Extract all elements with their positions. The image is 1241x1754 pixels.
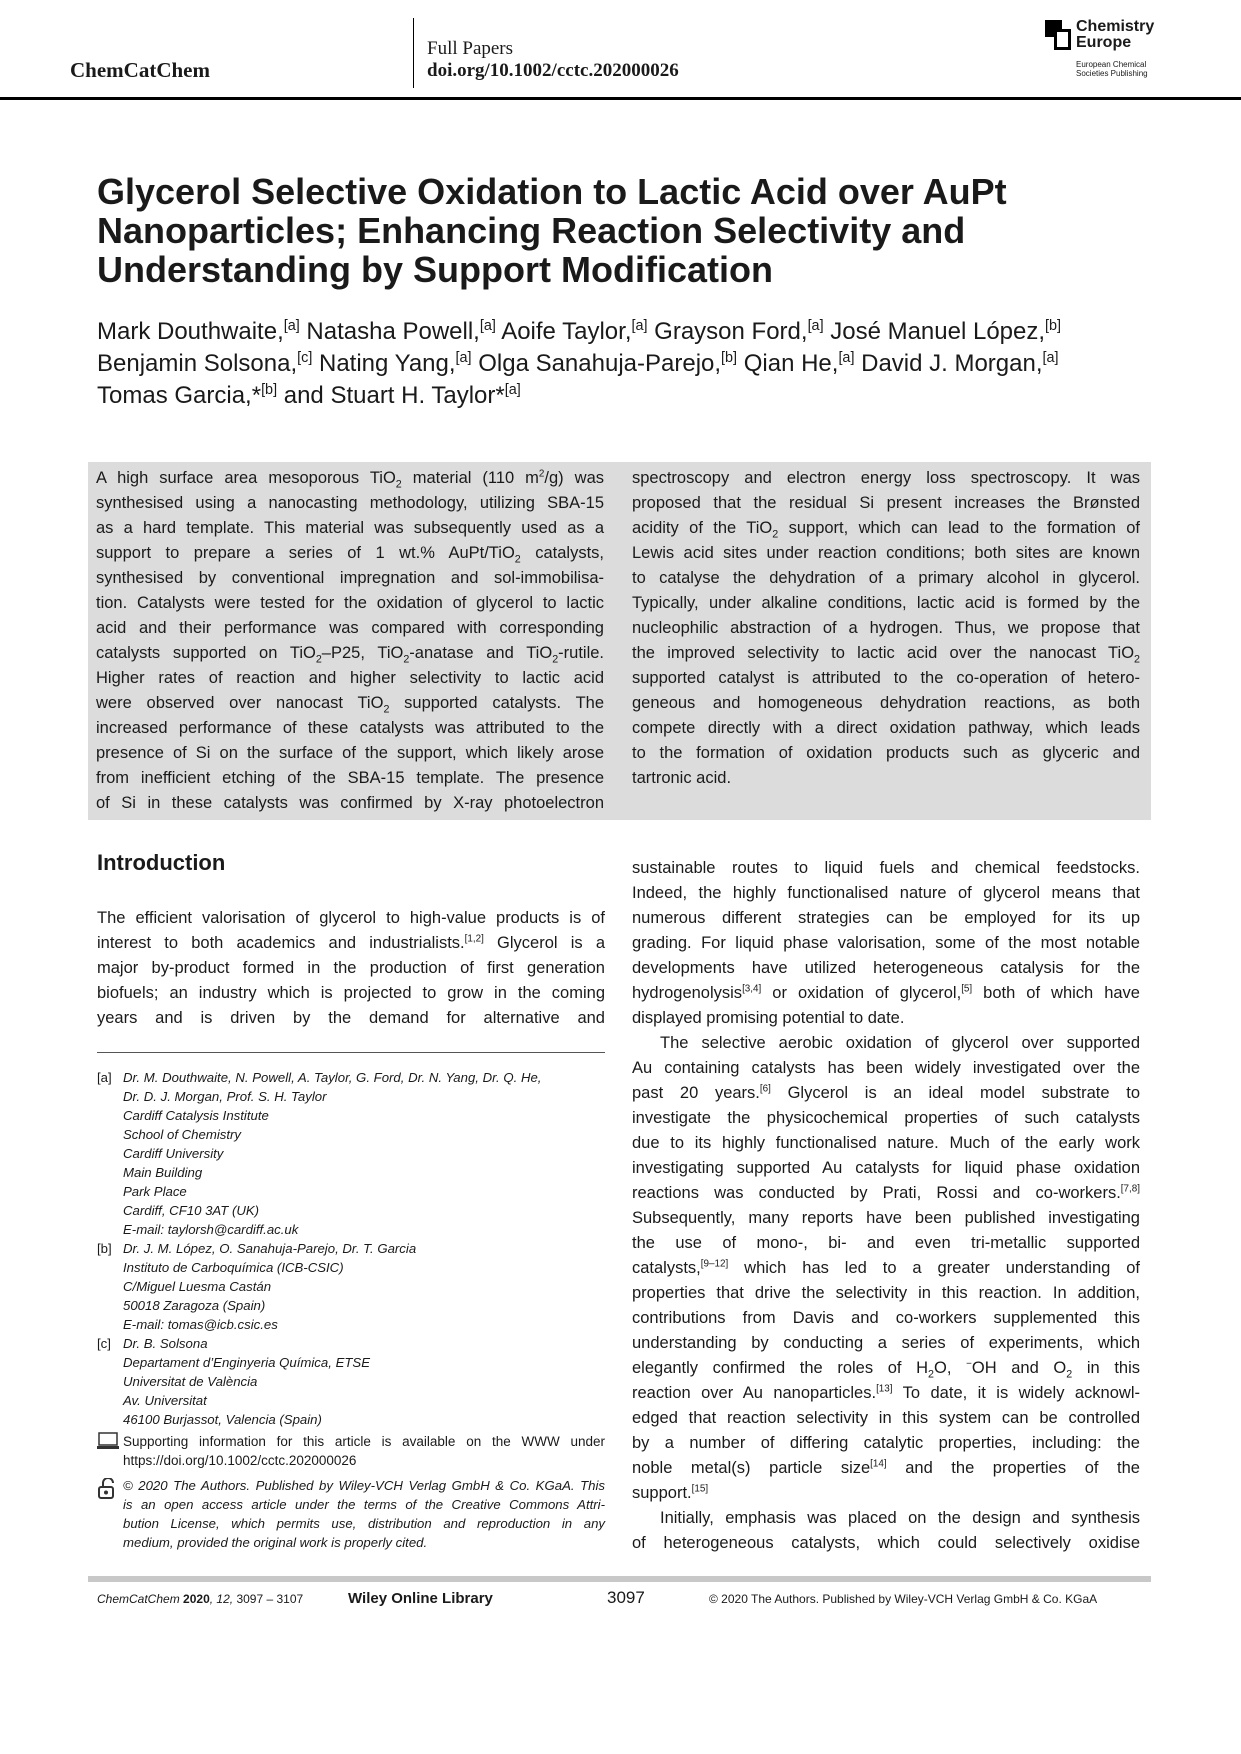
affiliation-marker: [a] [479,318,496,334]
text-line: Initially, emphasis was placed on the design and synthesis [660,1509,1140,1527]
email-link[interactable]: E-mail: tomas@icb.csic.es [123,1317,278,1332]
text-line: to the formation of oxidation products such as glyceric and [632,744,1140,762]
affiliation-tag: [a] [97,1070,112,1085]
affiliation-marker: [a] [455,350,472,366]
affiliation-marker: [a] [631,318,648,334]
author-line [97,316,1157,348]
text-line: the improved selectivity to lactic acid over the nanocast TiO$_2$ [632,644,1140,666]
affiliation-a: [a] Dr. M. Douthwaite, N. Powell, A. Taylor, G. Ford, Dr. N. Yang, Dr. Q. He, Dr. D. J. Morgan, Prof. S. H. Taylor Cardiff Catalysis Institute School of Chemistry Cardiff University Main Building Park Place Cardiff, CF10 3AT (UK) E-mail: taylorsh@cardiff.ac.uk [97,1068,605,1239]
supporting-information: Supporting information for this article is available on the WWW under https://doi.org/10.1002/cctc.202000026 [97,1432,605,1470]
text-line: acidity of the TiO$_2$ support, which can lead to the formation of [632,519,1141,541]
text-line: Subsequently, many reports have been published investigating [632,1209,1140,1227]
text-line: of Si in these catalysts was confirmed by X-ray photoelectron [96,794,604,812]
affiliation-b: [b] Dr. J. M. López, O. Sanahuja-Parejo, Dr. T. Garcia Instituto de Carboquímica (ICB-CSIC) C/Miguel Luesma Castán 50018 Zaragoza (Spain) E-mail: tomas@icb.csic.es [97,1239,605,1334]
text-line: reactions was conducted by Prati, Rossi and co-workers.[7,8] [632,1183,1140,1202]
text-line: edged that reaction selectivity in this system can be controlled [632,1409,1140,1427]
text-line: were observed over nanocast TiO$_2$ supported catalysts. The [96,694,604,716]
citation-ref: [13] [876,1383,893,1395]
affiliation-marker: [a] [283,318,300,334]
title-line: Glycerol Selective Oxidation to Lactic Acid over AuPt [97,171,1007,212]
affiliation-marker: [c] [297,350,313,366]
title-line: Understanding by Support Modification [97,249,773,290]
journal-name: ChemCatChem [70,58,210,82]
footer-copyright: © 2020 The Authors. Published by Wiley-VCH Verlag GmbH & Co. KGaA [709,1592,1098,1606]
text-line: The selective aerobic oxidation of glycerol over supported [660,1034,1140,1052]
text-line: elegantly confirmed the roles of $H_2O$, −OH and $O_2$ in this [632,1358,1141,1381]
text-line: investigate the physicochemical properties of such catalysts [632,1109,1140,1127]
citation-ref: [1,2] [464,933,484,945]
author: Qian He, [737,350,839,377]
page-number: 3097 [607,1588,645,1607]
author: Nating Yang, [312,350,456,377]
text-line: of heterogeneous catalysts, which could selectively oxidise [632,1534,1140,1552]
abstract-right-column [632,466,1140,791]
logo-title-line1: Chemistry [1076,18,1155,35]
logo-subtitle-line2: Societies Publishing [1076,69,1148,78]
text-line: tartronic acid. [632,769,732,787]
citation-ref: [14] [870,1458,887,1470]
text-line: The efficient valorisation of glycerol to high-value products is of [97,909,605,927]
logo-subtitle-line1: European Chemical [1076,60,1147,69]
affiliation-marker: [a] [504,382,521,398]
text-line: geneous and homogeneous dehydration reactions, as both [632,694,1140,712]
text-line: sustainable routes to liquid fuels and chemical feedstocks. [632,859,1140,877]
email-link[interactable]: E-mail: taylorsh@cardiff.ac.uk [123,1222,299,1237]
text-line: catalysts,[9–12] which has led to a greater understanding of [632,1258,1140,1277]
abstract-left-column [96,466,604,816]
wiley-online-library-link[interactable]: Wiley Online Library [348,1590,493,1607]
affiliation-marker: [a] [807,318,824,334]
text-line: as a hard template. This material was subsequently used as a [96,519,604,537]
header-divider [413,18,414,88]
text-line: spectroscopy and electron energy loss spectroscopy. It was [632,469,1140,487]
text-line: Au containing catalysts has been widely investigated over the [632,1059,1140,1077]
text-line: biofuels; an industry which is projected to grow in the coming [97,984,605,1002]
text-line: A high surface area mesoporous TiO$_2$ material (110 $m^2/g$) was [96,468,604,491]
text-line: synthesised by conventional impregnation and sol-immobilisa- [96,569,604,587]
text-line: past 20 years.[6] Glycerol is an ideal model substrate to [632,1083,1141,1102]
affiliation-c: [c] Dr. B. Solsona Departament d’Enginyeria Química, ETSE Universitat de València Av. Universitat 46100 Burjassot, Valencia (Spain) [97,1336,371,1427]
text-line: increased performance of these catalysts was attributed to the [96,719,604,737]
text-line: contributions from Davis and co-workers supplemented this [632,1309,1140,1327]
author: Grayson Ford, [647,318,808,345]
intro-right-column [632,856,1140,1556]
text-line: Lewis acid sites under reaction conditions; both sites are known [632,544,1140,562]
affiliation-marker: [b] [721,350,738,366]
text-line: developments have utilized heterogeneous catalysis for the [632,959,1140,977]
author-list [97,316,1157,412]
affiliations [97,1068,605,1429]
author-line [97,348,1157,380]
text-line: the use of mono-, bi- and even tri-metallic supported [632,1234,1140,1252]
text-line: nucleophilic abstraction of a hydrogen. Thus, we propose that [632,619,1140,637]
text-line: Typically, under alkaline conditions, lactic acid is formed by the [632,594,1140,612]
text-line: catalysts supported on TiO$_2$–P25, TiO$_2$-anatase and TiO$_2$-rutile. [96,644,604,666]
citation-ref: [9–12] [700,1258,729,1270]
text-line: major by-product formed in the production of first generation [97,959,605,977]
computer-icon [97,1432,119,1450]
logo-title-line2: Europe [1076,34,1132,51]
author: Olga Sanahuja-Parejo, [471,350,722,377]
text-line: presence of Si on the surface of the support, which likely arose [96,744,604,762]
author: Natasha Powell, [299,318,480,345]
text-line: noble metal(s) particle size[14] and the properties of the [632,1458,1140,1477]
section-heading-introduction: Introduction [97,850,226,875]
author: Mark Douthwaite, [97,318,284,345]
text-line: support to prepare a series of 1 wt.% AuPt/TiO$_2$ catalysts, [96,544,604,566]
doi-link[interactable]: doi.org/10.1002/cctc.202000026 [427,60,679,81]
footer-citation: ChemCatChem 2020, 12, 3097 – 3107 [97,1592,304,1606]
text-line: to catalyse the dehydration of a primary alcohol in glycerol. [632,569,1140,587]
affiliation-tag: [b] [97,1241,112,1256]
open-access-icon [97,1478,117,1500]
footnote-rule [97,1052,605,1053]
open-access-notice: © 2020 The Authors. Published by Wiley-VCH Verlag GmbH & Co. KGaA. This is an open access article under the terms of the Creative Commons Attri- bution License, which permits use, distribution and reproduction in any medium, provided the original work is properly cited. [97,1476,605,1552]
text-line: Higher rates of reaction and higher selectivity to lactic acid [96,669,604,687]
text-line: understanding by conducting a series of experiments, which [632,1334,1140,1352]
citation-ref: [6] [759,1083,771,1095]
text-line: proposed that the residual Si present increases the Brønsted [632,494,1140,512]
citation-ref: [5] [961,983,973,995]
author: Aoife Taylor, [495,318,632,345]
text-line: from inefficient etching of the SBA-15 template. The presence [96,769,604,787]
author: and Stuart H. Taylor* [277,382,505,409]
author: David J. Morgan, [854,350,1043,377]
affiliation-marker: [a] [1042,350,1059,366]
text-line: compete directly with a direct oxidation pathway, which leads [632,719,1140,737]
text-line: tion. Catalysts were tested for the oxidation of glycerol to lactic [96,594,604,612]
chemistry-europe-logo-icon [1045,20,1071,50]
affiliation-marker: [a] [838,350,855,366]
author: Tomas Garcia,* [97,382,262,409]
text-line: Indeed, the highly functionalised nature of glycerol means that [632,884,1140,902]
article-title [97,172,1157,289]
text-line: supported catalyst is attributed to the co-operation of hetero- [632,669,1140,687]
text-line: properties that drive the selectivity in this reaction. In addition, [632,1284,1140,1302]
affiliation-marker: [b] [1045,318,1062,334]
text-line: by a number of differing catalytic properties, including: the [632,1434,1140,1452]
supporting-info-link[interactable]: https://doi.org/10.1002/cctc.202000026 [123,1453,357,1468]
footer-rule [88,1576,1151,1582]
citation-ref: [3,4] [742,983,762,995]
text-line: acid and their performance was compared with corresponding [96,619,604,637]
text-line: synthesised using a nanocasting methodology, utilizing SBA-15 [96,494,604,512]
text-line: due to its highly functionalised nature. Much of the early work [632,1134,1140,1152]
title-line: Nanoparticles; Enhancing Reaction Selectivity and [97,210,966,251]
text-line: reaction over Au nanoparticles.[13] To date, it is widely acknowl- [632,1383,1140,1402]
chemistry-europe-logo [1045,18,1175,82]
text-line: hydrogenolysis[3,4] or oxidation of glycerol,[5] both of which have [632,983,1140,1002]
affiliation-marker: [b] [261,382,278,398]
author-line [97,380,1157,412]
text-line: interest to both academics and industrialists.[1,2] Glycerol is a [97,933,605,952]
intro-left-column [97,906,605,1031]
text-line: grading. For liquid phase valorisation, some of the most notable [632,934,1140,952]
citation-ref: [15] [691,1483,709,1495]
text-line: support.[15] [632,1483,709,1502]
text-line: numerous different strategies can be employed for its up [632,909,1140,927]
text-line: investigating supported Au catalysts for liquid phase oxidation [632,1159,1140,1177]
text-line: years and is driven by the demand for alternative and [97,1009,605,1027]
header-rule [0,97,1241,100]
section-label: Full Papers [427,38,514,59]
affiliation-tag: [c] [97,1336,111,1351]
author: José Manuel López, [823,318,1046,345]
author: Benjamin Solsona, [97,350,298,377]
citation-ref: [7,8] [1120,1183,1140,1195]
text-line: displayed promising potential to date. [632,1009,905,1027]
